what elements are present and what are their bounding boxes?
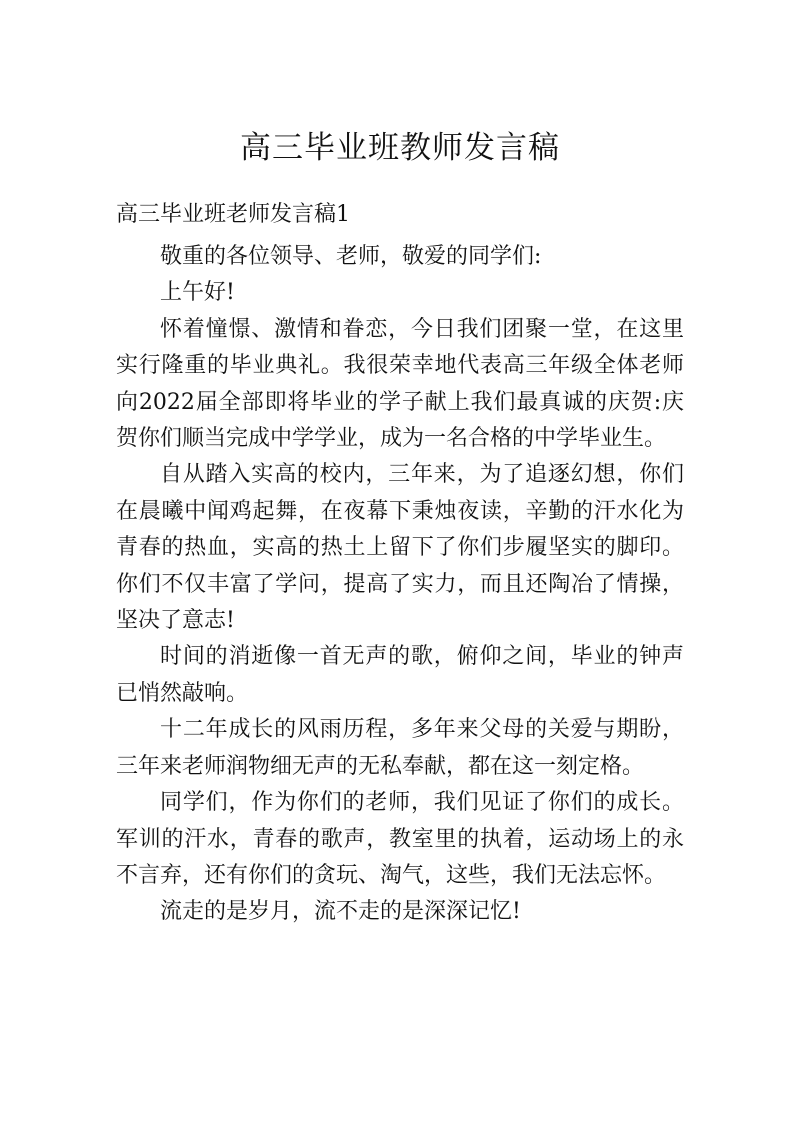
paragraph-twelve-years: 十二年成长的风雨历程，多年来父母的关爱与期盼，三年来老师润物细无声的无私奉献，都在这一刻定格。	[116, 717, 684, 779]
paragraph-memory: 流走的是岁月，流不走的是深深记忆!	[160, 899, 521, 925]
paragraph-good-morning: 上午好!	[160, 280, 235, 306]
paragraph-three-years: 自从踏入实高的校内，三年来，为了追逐幻想，你们在晨曦中闻鸡起舞，在夜幕下秉烛夜读，辛勤的汗水化为青春的热血，实高的热土上留下了你们步履坚实的脚印。你们不仅丰富了学问，提高了实力，而且还陶冶了情操，坚决了意志!	[116, 462, 684, 634]
paragraph-ceremony: 怀着憧憬、激情和眷恋，今日我们团聚一堂，在这里实行隆重的毕业典礼。我很荣幸地代表高三年级全体老师向2022届全部即将毕业的学子献上我们最真诚的庆贺:庆贺你们顺当完成中学学业，成为一名合格的中学毕业生。	[116, 316, 684, 452]
document-title: 高三毕业班教师发言稿	[240, 130, 560, 166]
section-heading: 高三毕业班老师发言稿1	[116, 202, 350, 227]
paragraph-greeting: 敬重的各位领导、老师，敬爱的同学们:	[160, 244, 542, 269]
paragraph-time: 时间的消逝像一首无声的歌，俯仰之间，毕业的钟声已悄然敲响。	[116, 644, 684, 706]
document-body	[116, 239, 684, 931]
paragraph-witness: 同学们，作为你们的老师，我们见证了你们的成长。军训的汗水，青春的歌声，教室里的执着，运动场上的永不言弃，还有你们的贪玩、淘气，这些，我们无法忘怀。	[116, 790, 684, 888]
